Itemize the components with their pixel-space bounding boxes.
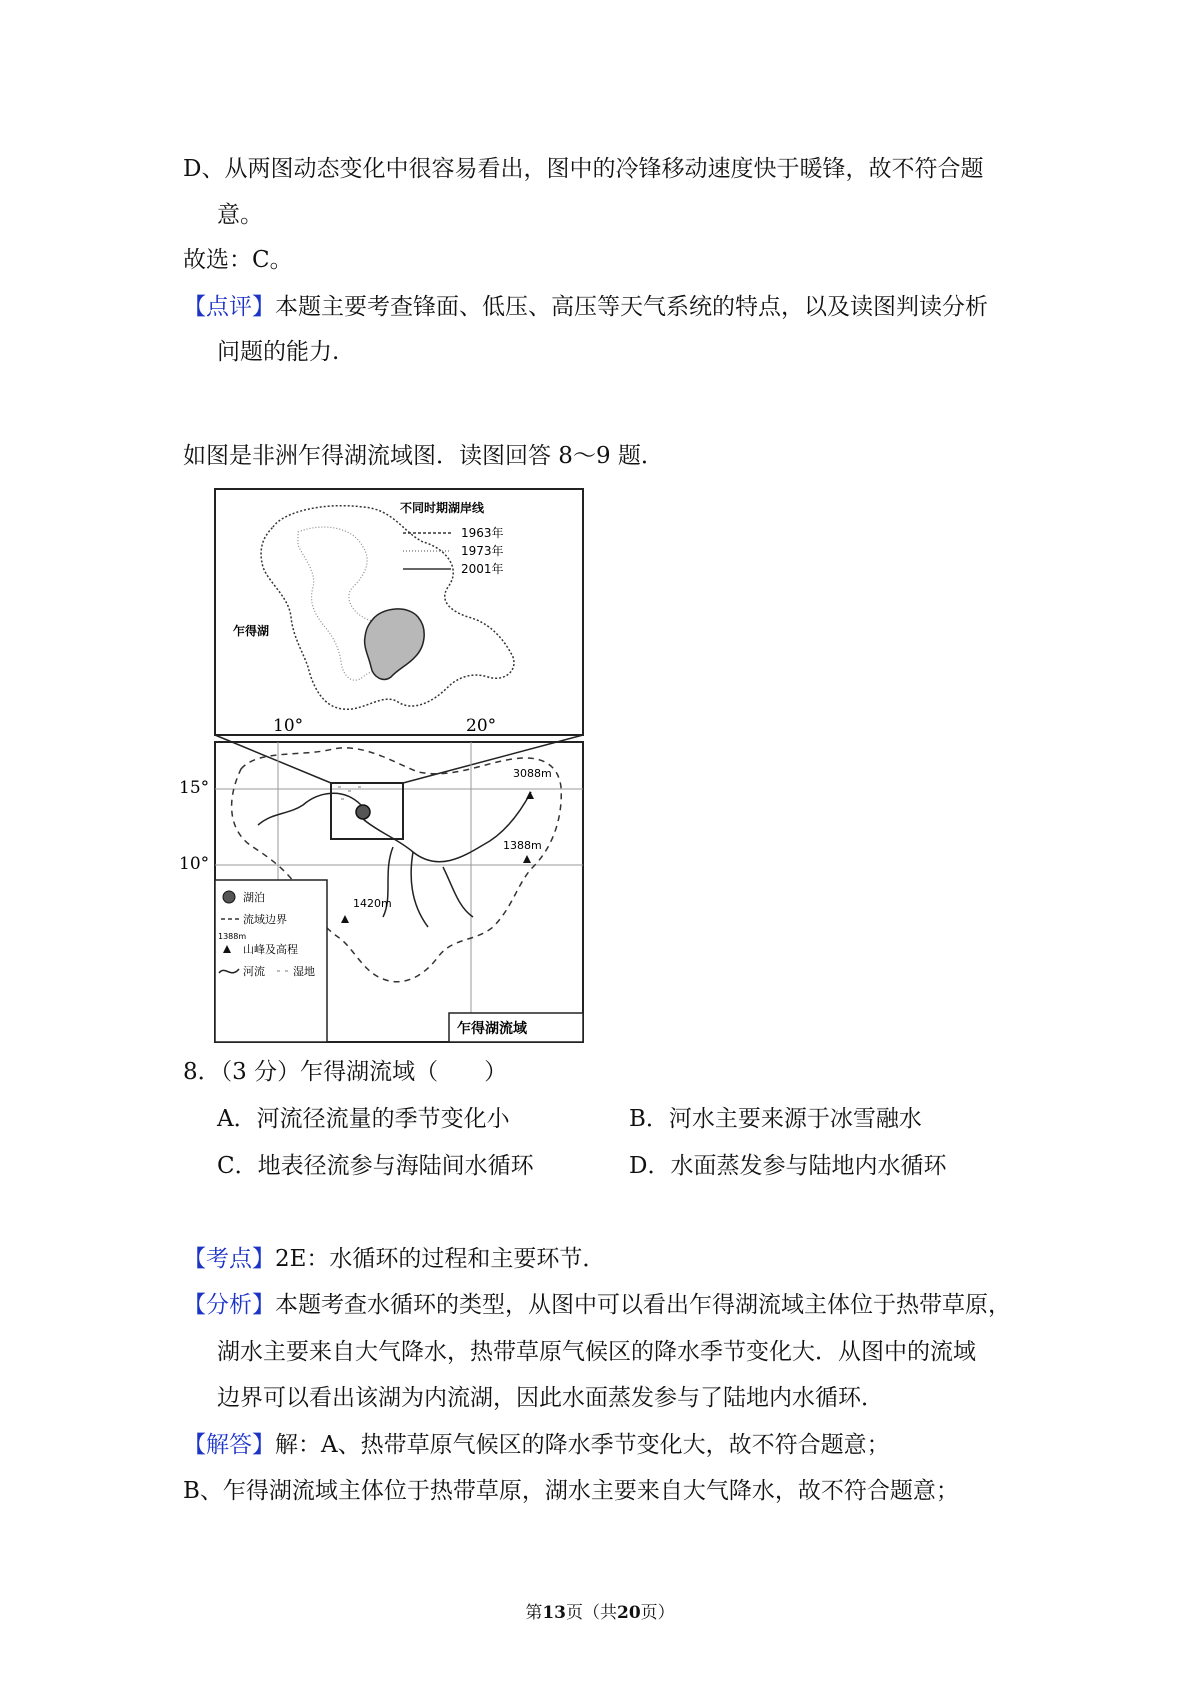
peak-3088 <box>526 791 534 799</box>
fenxi-text-3: 边界可以看出该湖为内流湖，因此水面蒸发参与了陆地内水循环． <box>217 1385 884 1411</box>
chad-basin-map <box>179 487 589 1049</box>
river-south-1 <box>411 852 428 927</box>
kaodian-paragraph <box>183 1244 605 1274</box>
map-caption: 乍得湖流域 <box>457 1021 527 1037</box>
comment-paragraph <box>183 292 988 322</box>
option-c: C．地表径流参与海陆间水循环 <box>217 1153 534 1179</box>
page-footer <box>0 1602 1200 1624</box>
comment-text-1: 本题主要考查锋面、低压、高压等天气系统的特点，以及读图判读分析 <box>275 294 988 320</box>
peak-1420-label: 1420m <box>353 897 392 910</box>
legend-lake: 湖泊 <box>243 891 265 904</box>
comment-tag: 【点评】 <box>183 294 275 320</box>
option-a: A．河流径流量的季节变化小 <box>217 1106 510 1132</box>
answer-choice: 故选：C。 <box>183 247 293 273</box>
peak-1388-label: 1388m <box>503 839 542 852</box>
kaodian-text: 2E：水循环的过程和主要环节． <box>275 1246 606 1272</box>
option-b: B．河水主要来源于冰雪融水 <box>629 1106 922 1132</box>
peak-1420 <box>341 915 349 923</box>
lake-2001 <box>365 609 425 679</box>
footer-page-number: 13 <box>542 1603 566 1623</box>
intro-text: 如图是非洲乍得湖流域图．读图回答 8～9 题． <box>183 443 664 469</box>
fenxi-tag: 【分析】 <box>183 1292 275 1318</box>
option-d: D．水面蒸发参与陆地内水循环 <box>629 1153 947 1179</box>
lon-label-20: 20° <box>466 716 497 736</box>
legend-title: 不同时期湖岸线 <box>400 501 485 515</box>
legend-peak-sample: 1388m <box>218 932 247 941</box>
legend-year-1963: 1963年 <box>461 526 504 540</box>
footer-total-pages: 20 <box>617 1603 641 1623</box>
peak-1388 <box>523 855 531 863</box>
legend-lake-symbol <box>223 891 235 903</box>
legend-wetland: 湿地 <box>293 965 315 978</box>
legend-year-2001: 2001年 <box>461 562 504 576</box>
jieda-paragraph <box>183 1430 890 1460</box>
option-d-line2: 意。 <box>217 202 263 228</box>
lake-label: 乍得湖 <box>233 624 270 638</box>
legend-boundary: 流域边界 <box>243 913 287 926</box>
fenxi-paragraph <box>183 1290 1011 1320</box>
option-d-line1: D、从两图动态变化中很容易看出，图中的冷锋移动速度快于暖锋，故不符合题 <box>183 156 984 182</box>
legend-year-1973: 1973年 <box>461 544 504 558</box>
river-west <box>258 793 361 825</box>
jieda-text-1: 解：A、热带草原气候区的降水季节变化大，故不符合题意； <box>275 1432 890 1458</box>
lon-label-10: 10° <box>273 716 304 736</box>
lat-label-10: 10° <box>179 854 210 874</box>
footer-prefix: 第 <box>525 1603 543 1623</box>
legend-river: 河流 <box>243 965 265 978</box>
fenxi-text-1: 本题考查水循环的类型，从图中可以看出乍得湖流域主体位于热带草原， <box>275 1292 1011 1318</box>
footer-middle: 页（共 <box>566 1603 617 1623</box>
jieda-tag: 【解答】 <box>183 1432 275 1458</box>
fenxi-text-2: 湖水主要来自大气降水，热带草原气候区的降水季节变化大．从图中的流域 <box>217 1339 976 1365</box>
legend-box <box>215 880 327 1042</box>
lake-symbol <box>356 805 370 819</box>
kaodian-tag: 【考点】 <box>183 1246 275 1272</box>
footer-suffix: 页） <box>640 1603 675 1623</box>
question-stem: 8．（3 分）乍得湖流域（ ） <box>183 1059 508 1085</box>
jieda-text-2: B、乍得湖流域主体位于热带草原，湖水主要来自大气降水，故不符合题意； <box>183 1478 959 1504</box>
comment-text-2: 问题的能力. <box>217 339 340 365</box>
peak-3088-label: 3088m <box>513 767 552 780</box>
river-south-3 <box>443 867 473 917</box>
legend-peak: 山峰及高程 <box>243 943 298 956</box>
lat-label-15: 15° <box>179 778 210 798</box>
